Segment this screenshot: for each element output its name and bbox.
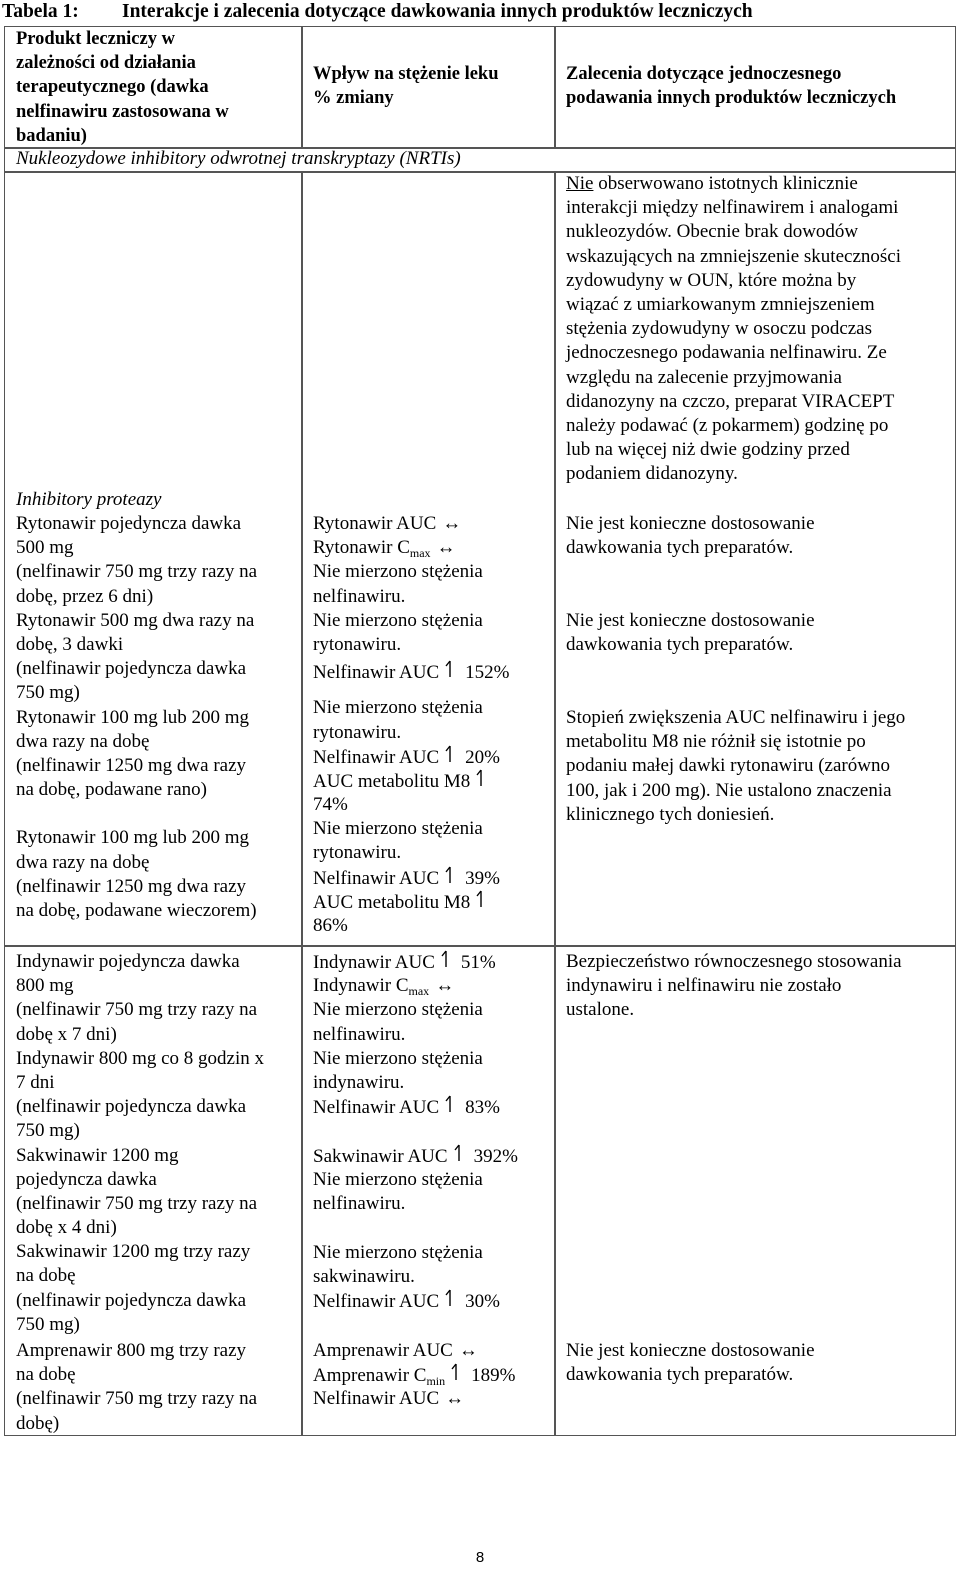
header-drug-line: terapeutycznego (dawka [16,77,209,98]
header-rec-line: podawania innych produktów leczniczych [566,88,897,109]
rec-line: Stopień zwiększenia AUC nelfinawiru i jego [566,707,906,728]
effect-value: 152% [465,662,510,684]
effect-value: 83% [465,1097,500,1119]
arrow-up-icon [451,1363,461,1381]
header-col-recommendation [566,62,896,110]
effect-line [313,1289,518,1313]
effect-value: 39% [465,867,500,889]
effect-text: Amprenawir C [313,1365,427,1387]
effect-text: Nelfinawir AUC [313,1097,440,1119]
effect-text: Nelfinawir AUC [313,1291,440,1313]
no-change-arrow-icon: ↔ [442,513,462,534]
drug-line: (nelfinawir 1250 mg dwa razy [16,754,247,776]
arrow-up-icon [445,1289,455,1307]
rec-line: klinicznego tych doniesień. [566,803,775,825]
ritonavir-drugs [16,512,257,923]
drug-line: (nelfinawir 750 mg trzy razy na [16,561,258,583]
effect-text: Nelfinawir AUC [313,867,440,889]
effect-value: 51% [460,952,496,973]
nrti-recommendation [566,172,901,486]
effect-line [313,1339,515,1363]
drug-line: Rytonawir 100 mg lub 200 mg [16,706,250,728]
column-divider-1b [301,172,303,1436]
effect-line: sakwinawiru. [313,1265,415,1287]
column-divider-2 [554,26,556,148]
drug-line: Sakwinawir 1200 mg trzy razy [16,1241,251,1263]
drug-line: (nelfinawir pojedyncza dawka [16,1096,247,1118]
indinavir-rec [566,950,902,1023]
effect-line [313,1363,515,1387]
effect-value: 30% [465,1291,500,1313]
header-col-effect [313,62,499,110]
header-drug-line: badaniu) [16,125,87,146]
header-rec-line: Zalecenia dotyczące jednoczesnego [566,64,842,84]
rec-line: należy podawać (z pokarmem) godzinę po [566,414,889,436]
effect-line [313,512,509,536]
rec-line: zydowudyny w OUN, które można by [566,269,857,291]
drug-line: (nelfinawir pojedyncza dawka [16,1289,247,1311]
effect-line: Nie mierzono stężenia [313,1169,483,1191]
rec-line: Bezpieczeństwo równoczesnego stosowania [566,951,902,972]
ritonavir-separator [4,945,956,947]
effect-line [313,974,518,998]
rec-line: didanozyny na czczo, preparat VIRACEPT [566,390,895,412]
effect-line: Nie mierzono stężenia [313,818,483,840]
arrow-up-icon [476,769,486,787]
drug-line: (nelfinawir 750 mg trzy razy na [16,999,258,1021]
effect-text: Nelfinawir AUC [313,1388,440,1410]
effect-line: 74% [313,794,348,816]
no-change-arrow-icon: ↔ [436,537,456,559]
effect-text: Amprenawir AUC [313,1340,453,1361]
drug-line: (nelfinawir pojedyncza dawka [16,658,247,680]
drug-line: pojedyncza dawka [16,1168,157,1190]
subscript: min [426,1374,446,1389]
drug-line: (nelfinawir 750 mg trzy razy na [16,1192,258,1214]
effect-text: Nelfinawir AUC [313,662,440,684]
drug-line: dobę, 3 dawki [16,633,124,655]
effect-text: Nelfinawir AUC [313,746,440,768]
effect-line: nelfinawiru. [313,1193,406,1215]
header-drug-line: Produkt leczniczy w [16,29,175,49]
no-change-arrow-icon: ↔ [458,1340,478,1361]
effect-line: Nie mierzono stężenia [313,999,483,1021]
effect-line: Nie mierzono stężenia [313,697,483,719]
effect-line [313,536,509,560]
drug-line: Rytonawir pojedyncza dawka [16,513,242,534]
drug-line: dwa razy na dobę [16,851,150,873]
drug-line: (nelfinawir 750 mg trzy razy na [16,1388,258,1410]
effect-value: 189% [471,1365,516,1387]
drug-line: 750 mg) [16,1120,80,1142]
drug-line: (nelfinawir 1250 mg dwa razy [16,875,247,897]
rec-line: Nie jest konieczne dostosowanie [566,513,815,534]
effect-value: 392% [473,1145,518,1167]
effect-text: Rytonawir C [313,537,410,559]
rec-line: nukleozydów. Obecnie brak dowodów [566,221,859,243]
drug-line: 500 mg [16,537,74,559]
effect-line [313,745,509,769]
ritonavir-rec-2 [566,609,815,657]
header-drug-line: zależności od działania [16,53,196,74]
effect-line: Nie mierzono stężenia [313,561,483,583]
rec-line: wiązać z umiarkowanym zmniejszeniem [566,293,875,315]
effect-line [313,769,509,793]
arrow-up-icon [445,1095,455,1113]
drug-line: dobę x 4 dni) [16,1217,117,1239]
rec-line: względu na zalecenie przyjmowania [566,366,842,388]
effect-line: rytonawiru. [313,842,402,864]
rec-line: dawkowania tych preparatów. [566,634,794,656]
arrow-up-icon [445,745,455,763]
rec-line: dawkowania tych preparatów. [566,1364,794,1386]
header-effect-line: % zmiany [313,88,394,109]
effect-text: Sakwinawir AUC [313,1145,448,1167]
drug-line: na dobę, podawane wieczorem) [16,900,257,921]
subscript: max [409,546,431,561]
rec-line: ustalone. [566,999,635,1021]
rec-line: metabolitu M8 nie różnił się istotnie po [566,731,866,753]
amprenavir-rec [566,1339,815,1387]
header-col-drug [16,27,229,148]
drug-line: Indynawir pojedyncza dawka [16,951,240,972]
ritonavir-effects [313,512,509,938]
rec-line: indynawiru i nelfinawiru nie zostało [566,975,842,997]
effect-text: AUC metabolitu M8 [313,770,471,792]
effect-line [313,950,518,974]
effect-text: Rytonawir AUC [313,513,437,534]
drug-line: 750 mg) [16,682,80,704]
effect-line: nelfinawiru. [313,1023,406,1045]
indinavir-effects [313,950,518,1313]
drug-line [16,802,257,826]
drug-line: Rytonawir 500 mg dwa razy na [16,609,255,631]
drug-line: Rytonawir 100 mg lub 200 mg [16,827,250,849]
header-drug-line: nelfinawiru zastosowana w [16,101,229,122]
rec-line: stężenia zydowudyny w osoczu podczas [566,318,873,340]
rec-line: wskazujących na zmniejszenie skuteczności [566,245,901,267]
table-title: Interakcje i zalecenia dotyczące dawkowania innych produktów leczniczych [122,1,753,22]
no-change-arrow-icon: ↔ [445,1388,465,1410]
table-caption [2,0,753,24]
effect-line [313,866,509,890]
table-number: Tabela 1: [2,1,79,22]
effect-line: Nie mierzono stężenia [313,1241,483,1263]
arrow-up-icon [445,660,455,678]
drug-line: dobę x 7 dni) [16,1023,117,1045]
drug-line: Amprenawir 800 mg trzy razy [16,1340,247,1361]
arrow-up-icon [441,950,451,968]
effect-text: Indynawir AUC [313,952,435,973]
rec-line: podaniu małej dawki rytonawiru (zarówno [566,755,890,777]
drug-line: 800 mg [16,975,74,997]
ritonavir-rec-3 [566,706,905,827]
effect-line: indynawiru. [313,1071,405,1093]
rec-line: interakcji między nelfinawirem i analogami [566,197,899,219]
amprenavir-effects [313,1339,515,1412]
effect-text: Indynawir C [313,975,409,997]
column-divider-1 [301,26,303,148]
effect-line: 86% [313,915,348,936]
section-title-nrti: Nukleozydowe inhibitory odwrotnej transkryptazy (NRTIs) [16,148,461,169]
drug-line: Sakwinawir 1200 mg [16,1144,179,1166]
arrow-up-icon [445,866,455,884]
effect-text: AUC metabolitu M8 [313,891,471,913]
amprenavir-drugs [16,1339,257,1436]
effect-line: Nie mierzono stężenia [313,609,483,631]
drug-line: Indynawir 800 mg co 8 godzin x [16,1047,265,1069]
effect-line [313,1387,515,1411]
drug-line: dwa razy na dobę [16,730,150,752]
no-change-arrow-icon: ↔ [435,975,455,997]
drug-line: 7 dni [16,1071,55,1093]
drug-line: 750 mg) [16,1313,80,1335]
rec-line: 100, jak i 200 mg). Nie ustalono znaczenia [566,779,892,801]
rec-line: lub na więcej niż dwie godziny przed [566,439,850,461]
subscript: max [408,984,430,999]
header-effect-line: Wpływ na stężenie leku [313,64,499,84]
section-title-protease: Inhibitory proteazy [16,489,162,510]
effect-line [313,1144,518,1168]
effect-line [313,890,509,914]
rec-line: Nie jest konieczne dostosowanie [566,610,815,631]
rec-underlined-word: Nie [566,173,594,194]
rec-line: podaniem didanozyny. [566,463,738,485]
effect-line: rytonawiru. [313,721,402,743]
effect-line [313,1095,518,1119]
arrow-up-icon [476,890,486,908]
ritonavir-rec-1 [566,512,815,560]
column-divider-2b [554,172,556,1436]
drug-line: dobę) [16,1412,60,1434]
page-number: 8 [475,1549,485,1566]
drug-line: na dobę, podawane rano) [16,779,207,801]
drug-line: na dobę [16,1364,76,1386]
arrow-up-icon [454,1144,464,1162]
rec-line: Nie jest konieczne dostosowanie [566,1340,815,1361]
effect-value: 20% [465,746,500,768]
effect-line: nelfinawiru. [313,585,406,607]
drug-line: na dobę [16,1265,76,1287]
effect-line: Nie mierzono stężenia [313,1047,483,1069]
rec-line [566,172,901,196]
indinavir-drugs [16,950,264,1337]
effect-line [313,660,509,684]
rec-line: dawkowania tych preparatów. [566,537,794,559]
effect-line: rytonawiru. [313,633,402,655]
rec-text: obserwowano istotnych klinicznie [593,173,858,194]
rec-line: jednoczesnego podawania nelfinawiru. Ze [566,342,887,364]
drug-line: dobę, przez 6 dni) [16,585,154,607]
